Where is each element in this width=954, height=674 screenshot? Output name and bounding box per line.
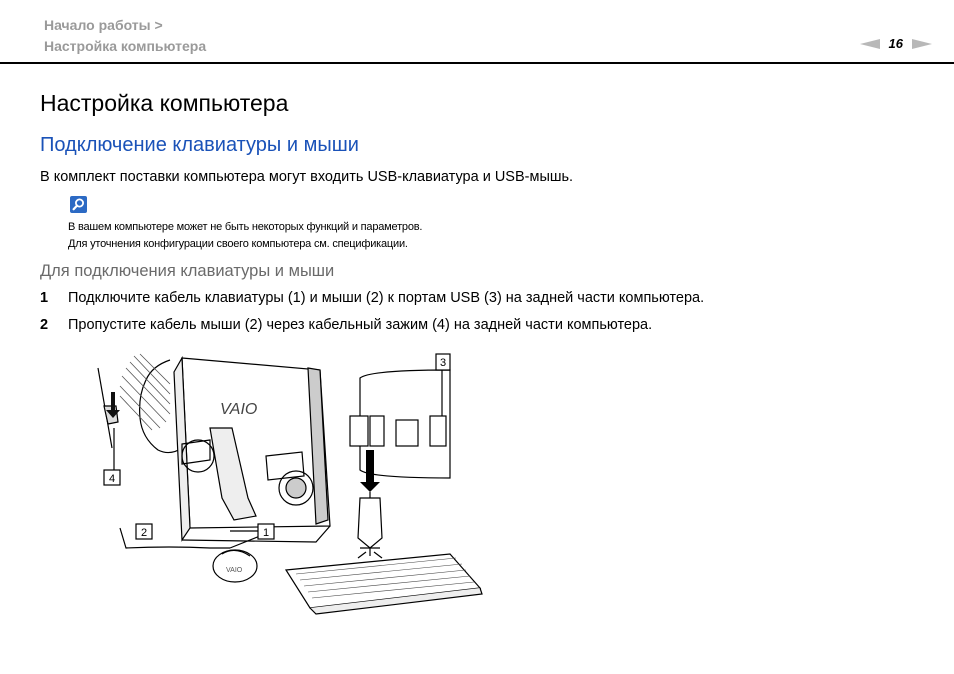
note-line-2: Для уточнения конфигурации своего компьютера см. спецификации. xyxy=(68,238,408,250)
next-page-icon[interactable] xyxy=(912,39,932,49)
header-divider xyxy=(0,62,954,64)
svg-text:VAIO: VAIO xyxy=(226,567,243,574)
note-line-1: В вашем компьютере может не быть некоторых функций и параметров. xyxy=(68,221,423,233)
breadcrumb-link-getting-started[interactable]: Начало работы > xyxy=(44,17,163,33)
cable-clamp-inset xyxy=(98,354,182,453)
keyboard xyxy=(286,554,482,614)
callout-1: 1 xyxy=(263,527,270,539)
intro-text: В комплект поставки компьютера могут входить USB-клавиатура и USB-мышь. xyxy=(40,169,574,185)
step-1-text: Подключите кабель клавиатуры (1) и мыши (2) к портам USB (3) на задней части компьютера. xyxy=(68,290,705,306)
breadcrumb-current: Настройка компьютера xyxy=(44,38,207,54)
breadcrumb xyxy=(44,15,206,57)
note-text xyxy=(68,219,422,253)
vaio-logo: VAIO xyxy=(220,401,258,418)
connection-illustration xyxy=(70,348,490,620)
section-heading: Подключение клавиатуры и мыши xyxy=(40,134,359,156)
page-navigation xyxy=(860,36,932,51)
page-title: Настройка компьютера xyxy=(40,90,289,116)
sub-heading: Для подключения клавиатуры и мыши xyxy=(40,262,335,280)
step-1-number: 1 xyxy=(40,290,49,306)
computer-back xyxy=(174,358,330,542)
callout-2: 2 xyxy=(141,527,148,539)
magnifier-note-icon xyxy=(70,196,87,213)
step-2-number: 2 xyxy=(40,317,49,333)
page-number: 16 xyxy=(888,36,903,51)
callout-4: 4 xyxy=(109,473,116,485)
prev-page-icon[interactable] xyxy=(860,39,880,49)
callout-3: 3 xyxy=(440,357,447,369)
step-2-text: Пропустите кабель мыши (2) через кабельный зажим (4) на задней части компьютера. xyxy=(68,317,653,333)
usb-port-inset xyxy=(350,354,450,558)
